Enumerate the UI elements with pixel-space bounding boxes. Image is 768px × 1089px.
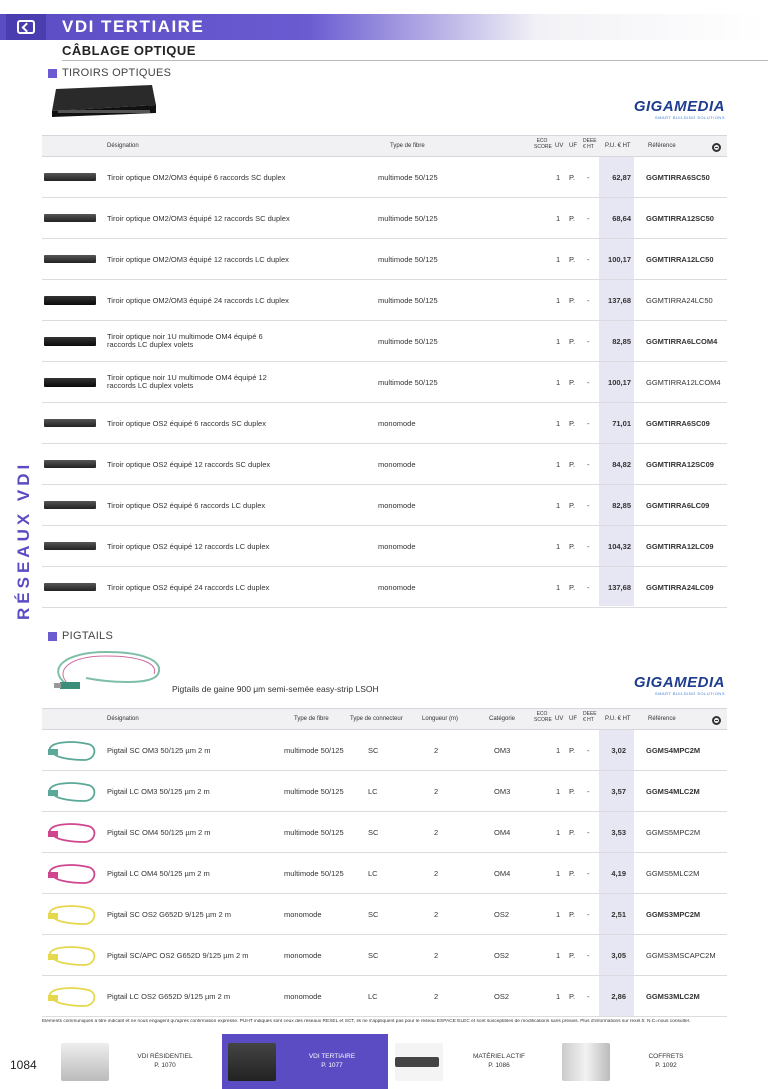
product-thumb [44,377,96,387]
settings-icon[interactable] [712,716,721,725]
category-value: OM4 [494,869,511,878]
table-row[interactable] [42,526,727,567]
uf-value: P. [569,378,576,387]
deee-value: - [587,910,590,919]
uv-value: 1 [556,501,561,510]
settings-icon[interactable] [712,143,721,152]
deee-value: - [587,787,590,796]
col-uv: UV [555,143,564,149]
unit-price: 4,19 [611,869,626,878]
connector-type: LC [368,869,378,878]
product-thumb [44,295,96,305]
brand-tagline: SMART BUILDING SOLUTIONS [654,115,725,120]
nav-text: VDI TERTIAIRE P. 1077 [308,1053,356,1069]
product-thumb [44,777,98,807]
unit-price: 100,17 [608,255,631,264]
table-row[interactable] [42,321,727,362]
uv-value: 1 [556,255,561,264]
deee-value: - [587,542,590,551]
col-reference: Référence [648,143,676,149]
uv-value: 1 [556,460,561,469]
category-value: OM4 [494,828,511,837]
unit-price: 3,53 [611,828,626,837]
table-row[interactable] [42,567,727,608]
unit-price: 3,05 [611,951,626,960]
uf-value: P. [569,460,576,469]
unit-price: 104,32 [608,542,631,551]
uf-value: P. [569,992,576,1001]
length-value: 2 [434,910,439,919]
product-reference: GGMTIRRA12SC09 [646,460,714,469]
deee-value: - [587,255,590,264]
section-bullet [48,69,57,78]
nav-thumb [395,1043,443,1081]
product-reference: GGMS5MLC2M [646,869,700,878]
product-designation: Tiroir optique OS2 équipé 24 raccords LC duplex [107,583,270,592]
category-value: OS2 [494,951,510,960]
product-designation: Tiroir optique OM2/OM3 équipé 24 raccords LC duplex [107,296,289,305]
table-row[interactable] [42,280,727,321]
product-reference: GGMS3MSCAPC2M [646,951,716,960]
length-value: 2 [434,992,439,1001]
product-reference: GGMS3MLC2M [646,992,700,1001]
page-number: 1084 [10,1058,37,1072]
col-designation: Désignation [107,143,139,149]
product-thumb [44,172,96,182]
uv-value: 1 [556,910,561,919]
col-type-fibre: Type de fibre [294,716,329,722]
uf-value: P. [569,173,576,182]
product-reference: GGMTIRRA6LC09 [646,501,710,510]
table-row[interactable] [42,239,727,280]
product-thumb [44,582,96,592]
fiber-type: monomode [378,542,416,551]
brand-logo-pigtails [600,674,725,696]
category-value: OM3 [494,746,511,755]
unit-price: 137,68 [608,296,631,305]
uv-value: 1 [556,583,561,592]
col-pu: P.U. € HT [605,143,631,149]
col-pu: P.U. € HT [605,716,631,722]
category-value: OS2 [494,992,510,1001]
product-designation: Pigtail SC OM4 50/125 µm 2 m [107,828,211,837]
fiber-type: multimode 50/125 [284,746,344,755]
uv-value: 1 [556,787,561,796]
connector-type: LC [368,787,378,796]
fiber-type: multimode 50/125 [378,214,438,223]
deee-value: - [587,869,590,878]
table-header [42,135,727,157]
col-eco-score: ECO SCORE [534,711,552,723]
uf-value: P. [569,746,576,755]
table-row[interactable] [42,198,727,239]
product-designation: Tiroir optique OS2 équipé 12 raccords LC duplex [107,542,270,551]
nav-vdi-residentiel[interactable] [55,1034,221,1089]
uf-value: P. [569,501,576,510]
product-designation: Tiroir optique OM2/OM3 équipé 6 raccords SC duplex [107,173,286,182]
unit-price: 3,57 [611,787,626,796]
nav-thumb [562,1043,610,1081]
section-title-tiroirs [48,67,171,79]
deee-value: - [587,746,590,755]
unit-price: 62,87 [612,173,631,182]
pigtail-product-image [46,648,166,696]
product-reference: GGMTIRRA12LC09 [646,542,714,551]
col-designation: Désignation [107,716,139,722]
deee-value: - [587,214,590,223]
unit-price: 68,64 [612,214,631,223]
uv-value: 1 [556,378,561,387]
product-designation: Pigtail SC OM3 50/125 µm 2 m [107,746,211,755]
product-designation: Tiroir optique noir 1U multimode OM4 équipé 6 raccords LC duplex volets [107,332,263,350]
table-row[interactable] [42,853,727,894]
fiber-type: multimode 50/125 [284,869,344,878]
uf-value: P. [569,583,576,592]
product-designation: Pigtail SC OS2 G652D 9/125 µm 2 m [107,910,231,919]
connector-type: SC [368,910,379,919]
deee-value: - [587,828,590,837]
fiber-type: monomode [378,460,416,469]
deee-value: - [587,337,590,346]
unit-price: 82,85 [612,337,631,346]
brand-name: GIGAMEDIA [633,674,725,691]
nav-thumb [228,1043,276,1081]
unit-price: 3,02 [611,746,626,755]
product-designation: Tiroir optique noir 1U multimode OM4 équipé 12 raccords LC duplex volets [107,373,267,391]
connector-type: SC [368,746,379,755]
deee-value: - [587,378,590,387]
unit-price: 100,17 [608,378,631,387]
product-thumb [44,213,96,223]
unit-price: 71,01 [612,419,631,428]
uf-value: P. [569,828,576,837]
uv-value: 1 [556,542,561,551]
table-row[interactable] [42,771,727,812]
fiber-type: multimode 50/125 [378,255,438,264]
table-row[interactable] [42,485,727,526]
product-thumb [44,418,96,428]
product-thumb [44,459,96,469]
pigtail-caption: Pigtails de gaine 900 μm semi-semée easy-strip LSOH [172,684,379,694]
product-designation: Pigtail LC OS2 G652D 9/125 µm 2 m [107,992,231,1001]
product-designation: Tiroir optique OM2/OM3 équipé 12 raccords LC duplex [107,255,289,264]
uv-value: 1 [556,296,561,305]
brand-logo-tiroirs [600,98,725,120]
unit-price: 2,86 [611,992,626,1001]
product-reference: GGMTIRRA12LC50 [646,255,714,264]
tiroirs-table [42,135,727,608]
uf-value: P. [569,787,576,796]
fiber-type: monomode [284,951,322,960]
product-designation: Tiroir optique OM2/OM3 équipé 12 raccords SC duplex [107,214,290,223]
pigtails-table [42,708,727,1017]
deee-value: - [587,951,590,960]
page-title: VDI TERTIAIRE [62,17,205,36]
connector-type: SC [368,951,379,960]
table-row[interactable] [42,444,727,485]
unit-price: 84,82 [612,460,631,469]
product-thumb [44,541,96,551]
fiber-type: monomode [378,583,416,592]
product-reference: GGMTIRRA6SC50 [646,173,710,182]
unit-price: 2,51 [611,910,626,919]
deee-value: - [587,583,590,592]
deee-value: - [587,460,590,469]
nav-text: COFFRETS P. 1092 [648,1053,684,1069]
product-reference: GGMS4MLC2M [646,787,700,796]
nav-text: MATÉRIEL ACTIF P. 1086 [472,1053,525,1069]
deee-value: - [587,501,590,510]
connector-type: LC [368,992,378,1001]
fiber-type: multimode 50/125 [378,296,438,305]
product-reference: GGMS4MPC2M [646,746,701,755]
product-thumb [44,859,98,889]
product-designation: Tiroir optique OS2 équipé 12 raccords SC duplex [107,460,271,469]
category-value: OS2 [494,910,510,919]
product-thumb [44,336,96,346]
nav-text: VDI RÉSIDENTIEL P. 1070 [137,1053,193,1069]
fiber-type: monomode [378,419,416,428]
length-value: 2 [434,828,439,837]
col-deee: DEEE € HT [583,138,597,150]
col-uf: UF [569,716,577,722]
brand-tagline: SMART BUILDING SOLUTIONS [654,691,725,696]
fiber-type: multimode 50/125 [284,828,344,837]
section-heading: CÂBLAGE OPTIQUE [62,43,196,58]
product-thumb [44,736,98,766]
fiber-type: monomode [284,992,322,1001]
product-reference: GGMTIRRA24LC09 [646,583,714,592]
uv-value: 1 [556,337,561,346]
fiber-type: multimode 50/125 [378,378,438,387]
fiber-type: multimode 50/125 [378,173,438,182]
uf-value: P. [569,255,576,264]
uf-value: P. [569,214,576,223]
section-title-text: TIROIRS OPTIQUES [62,67,172,79]
tiroir-product-image [48,83,160,119]
uv-value: 1 [556,173,561,182]
table-row[interactable] [42,362,727,403]
col-type-fibre: Type de fibre [390,143,425,149]
uf-value: P. [569,869,576,878]
product-reference: GGMS3MPC2M [646,910,701,919]
corner-mark [0,0,16,14]
uf-value: P. [569,542,576,551]
product-reference: GGMTIRRA6SC09 [646,419,710,428]
col-eco-score: ECO SCORE [534,138,552,150]
fiber-type: monomode [284,910,322,919]
product-thumb [44,900,98,930]
product-designation: Pigtail LC OM4 50/125 µm 2 m [107,869,210,878]
product-designation: Pigtail SC/APC OS2 G652D 9/125 µm 2 m [107,951,249,960]
table-header [42,708,727,730]
col-connecteur: Type de connecteur [350,716,403,722]
unit-price: 82,85 [612,501,631,510]
table-row[interactable] [42,976,727,1017]
product-thumb [44,941,98,971]
side-label: RÉSEAUX VDI [14,460,33,620]
nav-coffrets[interactable] [556,1034,722,1089]
uv-value: 1 [556,746,561,755]
uv-value: 1 [556,951,561,960]
product-reference: GGMTIRRA24LC50 [646,296,713,305]
deee-value: - [587,419,590,428]
uv-value: 1 [556,869,561,878]
connector-type: SC [368,828,379,837]
uf-value: P. [569,419,576,428]
table-row[interactable] [42,935,727,976]
uv-value: 1 [556,419,561,428]
table-row[interactable] [42,403,727,444]
product-reference: GGMTIRRA12SC50 [646,214,714,223]
deee-value: - [587,173,590,182]
table-row[interactable] [42,157,727,198]
uf-value: P. [569,296,576,305]
length-value: 2 [434,787,439,796]
length-value: 2 [434,746,439,755]
col-categorie: Catégorie [489,716,516,722]
product-designation: Pigtail LC OM3 50/125 µm 2 m [107,787,210,796]
table-row[interactable] [42,894,727,935]
col-deee: DEEE € HT [583,711,597,723]
section-title-pigtails [48,630,113,642]
table-row[interactable] [42,812,727,853]
col-longueur: Longueur (m) [422,716,459,722]
section-title-text: PIGTAILS [62,630,114,642]
unit-price: 137,68 [608,583,631,592]
product-thumb [44,982,98,1012]
length-value: 2 [434,869,439,878]
length-value: 2 [434,951,439,960]
table-row[interactable] [42,730,727,771]
uv-value: 1 [556,828,561,837]
product-designation: Tiroir optique OS2 équipé 6 raccords SC duplex [107,419,266,428]
product-thumb [44,818,98,848]
deee-value: - [587,992,590,1001]
uf-value: P. [569,910,576,919]
deee-value: - [587,296,590,305]
product-reference: GGMS5MPC2M [646,828,701,837]
section-bullet [48,632,57,641]
category-value: OM3 [494,787,511,796]
brand-name: GIGAMEDIA [633,98,725,115]
product-thumb [44,500,96,510]
product-reference: GGMTIRRA6LCOM4 [646,337,718,346]
col-uf: UF [569,143,577,149]
uv-value: 1 [556,992,561,1001]
nav-vdi-tertiaire[interactable] [222,1034,388,1089]
footnote: Éléments communiqués à titre indicatif et ne nous engagent qu'après confirmation expresse. PUHT indiqués sont ceux des réseaux REXEL et SCT, ils ne s'appliquent pas pour le réseau ESPACE ELEC et sont susceptibles de modifications sans préavis. Plus d'informations sur rexel.fr. N.C=nous consulter. [42,1019,691,1024]
col-reference: Référence [648,716,676,722]
uv-value: 1 [556,214,561,223]
product-reference: GGMTIRRA12LCOM4 [646,378,721,387]
col-uv: UV [555,716,564,722]
product-designation: Tiroir optique OS2 équipé 6 raccords LC duplex [107,501,266,510]
uf-value: P. [569,337,576,346]
uf-value: P. [569,951,576,960]
heading-divider [62,60,768,61]
product-thumb [44,254,96,264]
nav-thumb [61,1043,109,1081]
fiber-type: monomode [378,501,416,510]
back-icon[interactable] [6,14,46,40]
nav-materiel-actif[interactable] [389,1034,555,1089]
fiber-type: multimode 50/125 [284,787,344,796]
fiber-type: multimode 50/125 [378,337,438,346]
